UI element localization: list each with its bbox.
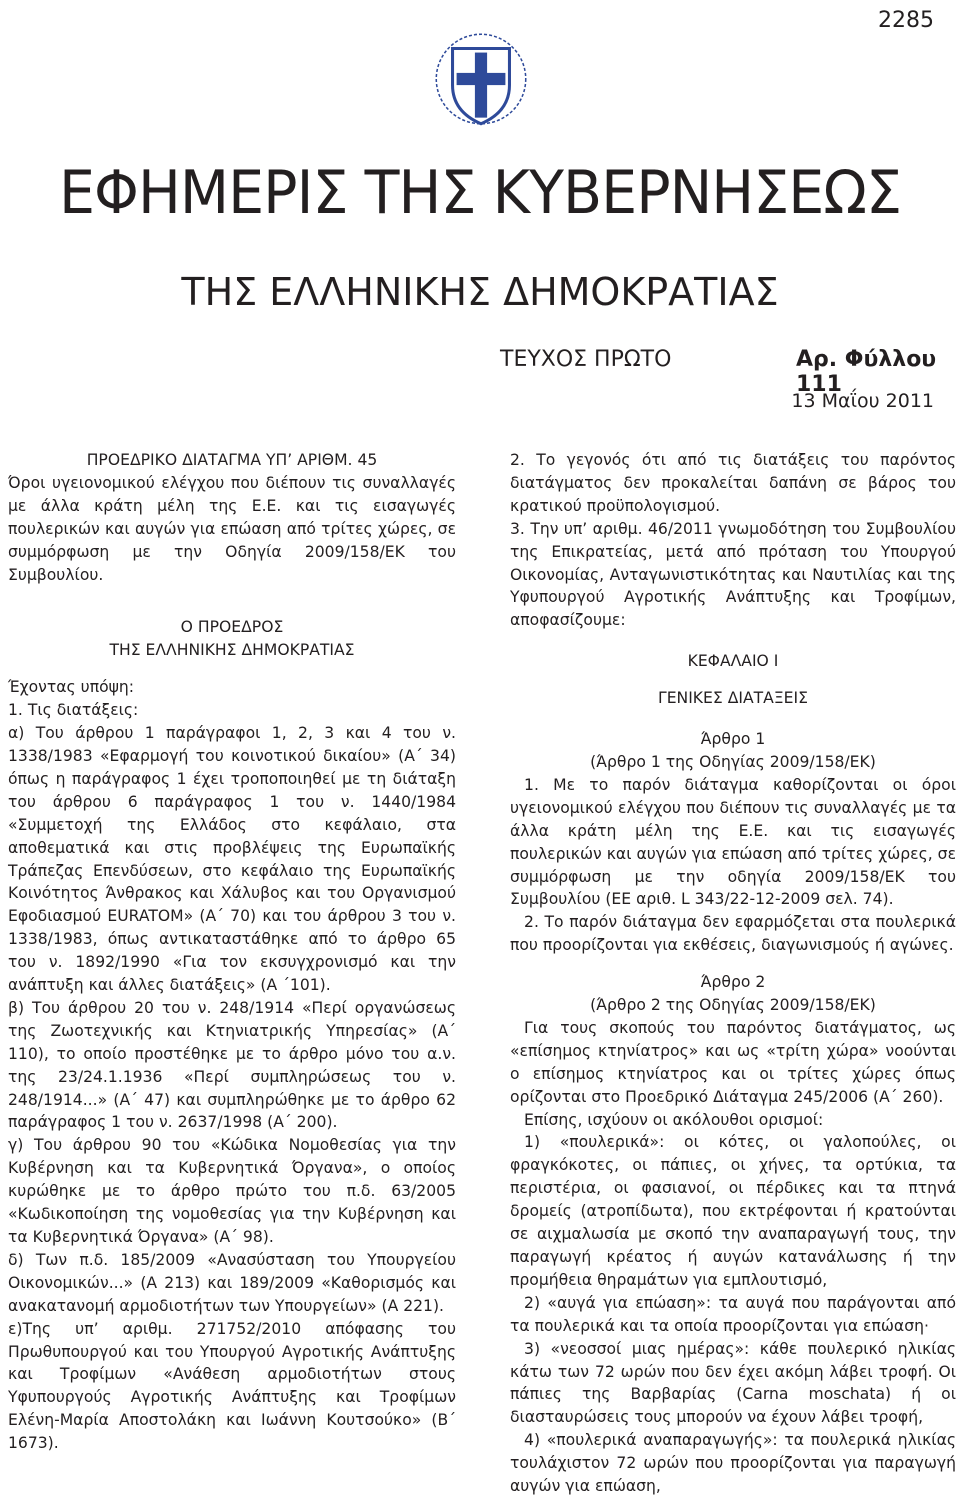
right-column-paragraph: 1. Με το παρόν διάταγμα καθορίζονται οι όροι υγειονομικού ελέγχου που διέπουν τις συναλλαγές με τα άλλα κράτη μέλη της Ε.Ε. και τις εισαγωγές πουλερικών και αυγών για επώαση από τρίτες χώρες, σε συμμόρφωση με την οδηγία 2009/158/ΕΚ του Συμβουλίου (ΕΕ αριθ. L 343/22-12-2009 σελ. 74). bbox=[510, 775, 956, 909]
right-column-paragraph: 2. Το παρόν διάταγμα δεν εφαρμόζεται στα πουλερικά που προορίζονται για εκθέσεις, διαγωνισμούς ή αγώνες. bbox=[510, 913, 956, 955]
left-column-paragraph: γ) Του άρθρου 90 του «Κώδικα Νομοθεσίας για την Κυβέρνηση και τα Κυβερνητικά Όργανα», ο οποίος κυρώθηκε με το άρθρο πρώτο του π.δ. 63/2005 «Κωδικοποίηση της νομοθεσίας για την Κυβέρνηση και τα Κυβερνητικά Όργανα» (Α΄ 98). bbox=[8, 1136, 456, 1246]
issue-date: 13 Μαΐου 2011 bbox=[791, 390, 934, 412]
right-column-paragraph: Άρθρο 2 bbox=[700, 973, 766, 992]
right-column-paragraph: ΚΕΦΑΛΑΙΟ Ι bbox=[687, 652, 779, 671]
right-column-paragraph: 4) «πουλερικά αναπαραγωγής»: τα πουλερικά ηλικίας τουλάχιστον 72 ωρών που προορίζονται για παραγωγή αυγών για επώαση, bbox=[510, 1431, 956, 1496]
right-column-paragraph: Επίσης, ισχύουν οι ακόλουθοι ορισμοί: bbox=[524, 1110, 824, 1129]
sheet-number: Αρ. Φύλλου 111 bbox=[796, 347, 937, 397]
right-column-paragraph: 2. Το γεγονός ότι από τις διατάξεις του παρόντος διατάγματος δεν προκαλείται δαπάνη σε βάρος του κρατικού προϋπολογισμού. bbox=[510, 451, 956, 515]
left-column-paragraph: Ο ΠΡΟΕΔΡΟΣ bbox=[180, 618, 284, 637]
right-column-paragraph: (Άρθρο 2 της Οδηγίας 2009/158/ΕΚ) bbox=[590, 996, 876, 1015]
left-column-paragraph: ΠΡΟΕΔΡΙΚΟ ΔΙΑΤΑΓΜΑ ΥΠ’ ΑΡΙΘΜ. 45 bbox=[86, 451, 378, 469]
left-column-paragraph: α) Του άρθρου 1 παράγραφοι 1, 2, 3 και 4 του ν. 1338/1983 «Εφαρμογή του κοινοτικού δικαίου» (Α΄ 34) όπως η παράγραφος 1 έχει τροποποιηθεί με τη διάταξη του άρθρου 6 παράγραφος 1 του ν. 1440/1984 «Συμμετοχή της Ελλάδος στο κεφάλαιο, στα αποθεματικά και στις προβλέψεις της Ευρωπαϊκής Τράπεζας Επενδύσεων, στο κεφάλαιο της Ευρωπαϊκής Κοινότητος Άνθρακος και Χάλυβος και του Οργανισμού Εφοδιασμού EURATOM» (Α΄ 70) και του άρθρου 3 του ν. 1338/1983, όπως αντικαταστάθηκε από το άρθρο 65 του ν. 1892/1990 «Για τον εκσυγχρονισμό και την ανάπτυξη και άλλες διατάξεις» (Α ΄101). bbox=[8, 724, 456, 995]
greek-coat-of-arms-icon bbox=[430, 18, 532, 140]
issue-series: ΤΕΥΧΟΣ ΠΡΩΤΟ bbox=[500, 347, 672, 372]
left-column-paragraph: δ) Των π.δ. 185/2009 «Ανασύσταση του Υπουργείου Οικονομικών...» (Α 213) και 189/2009 «Καθορισμός και ανακατανομή αρμοδιοτήτων των Υπουργείων» (Α 221). bbox=[8, 1250, 456, 1315]
left-column-paragraph: Όροι υγειονομικού ελέγχου που διέπουν τις συναλλαγές με άλλα κράτη μέλη της Ε.Ε. και τις εισαγωγές πουλερικών και αυγών για επώαση από τρίτες χώρες, σε συμμόρφωση με την Οδηγία 2009/158/ΕΚ του Συμβουλίου. bbox=[8, 473, 456, 584]
gazette-title: ΕΦΗΜΕΡΙΣ ΤΗΣ ΚΥΒΕΡΝΗΣΕΩΣ bbox=[58, 158, 902, 228]
left-column-paragraph: Έχοντας υπόψη: bbox=[8, 678, 135, 697]
gazette-subtitle: ΤΗΣ ΕΛΛΗΝΙΚΗΣ ΔΗΜΟΚΡΑΤΙΑΣ bbox=[181, 270, 779, 314]
right-column-paragraph: 2) «αυγά για επώαση»: τα αυγά που παράγονται από τα πουλερικά και τα οποία προορίζονται για επώαση· bbox=[510, 1293, 956, 1335]
left-column-paragraph: ε)Της υπ’ αριθμ. 271752/2010 απόφασης του Πρωθυπουργού και του Υπουργού Αγροτικής Ανάπτυξης και Τροφίμων «Ανάθεση αρμοδιοτήτων στους Υφυπουργούς Αγροτικής Ανάπτυξης και Τροφίμων Ελένη-Μαρία Αποστολάκη και Ιωάννη Κουτσούκο» (Β΄ 1673). bbox=[8, 1319, 456, 1453]
right-column-paragraph: Για τους σκοπούς του παρόντος διατάγματος, ως «επίσημος κτηνίατρος» και ως «τρίτη χώρα» νοούνται ο επίσημος κτηνίατρος και οι τρίτες χώρες όπως ορίζονται στο Προεδρικό Διάταγμα 245/2006 (Α΄ 260). bbox=[510, 1018, 956, 1106]
page-number: 2285 bbox=[878, 8, 934, 33]
right-column-paragraph: Άρθρο 1 bbox=[700, 730, 766, 749]
left-column-paragraph: ΤΗΣ ΕΛΛΗΝΙΚΗΣ ΔΗΜΟΚΡΑΤΙΑΣ bbox=[109, 641, 355, 660]
right-column-paragraph: 3. Την υπ’ αριθμ. 46/2011 γνωμοδότηση του Συμβουλίου της Επικρατείας, μετά από πρόταση του Υπουργού Οικονομίας, Ανταγωνιστικότητας και Ναυτιλίας και της Υφυπουργού Αγροτικής Ανάπτυξης και Τροφίμων, αποφασίζουμε: bbox=[510, 519, 956, 630]
right-column-paragraph: (Άρθρο 1 της Οδηγίας 2009/158/ΕΚ) bbox=[590, 752, 876, 771]
left-column-paragraph: β) Του άρθρου 20 του ν. 248/1914 «Περί οργανώσεως της Ζωοτεχνικής και Κτηνιατρικής Υπηρεσίας» (Α΄ 110), το οποίο προστέθηκε με το άρθρο μόνο του α.ν. της 23/24.1.1936 «Περί συμπληρώσεως του ν. 248/1914...» (Α΄ 47) και συμπληρώθηκε με το άρθρο 62 παράγραφος 1 του ν. 2637/1998 (Α΄ 200). bbox=[8, 998, 456, 1132]
right-column bbox=[510, 449, 956, 1498]
left-column-paragraph: 1. Τις διατάξεις: bbox=[8, 701, 139, 720]
right-column-paragraph: 1) «πουλερικά»: οι κότες, οι γαλοπούλες, οι φραγκόκοτες, οι πάπιες, οι χήνες, τα ορτύκια, τα περιστέρια, οι φασιανοί, οι πέρδικες και τα πτηνά δρομείς (ατροπίδωτα), που εκτρέφονται ή κρατούνται σε αιχμαλωσία με σκοπό την αναπαραγωγή τους, την παραγωγή κρέατος ή αυγών κατανάλωσης ή την προμήθεια θηραμάτων για εμπλουτισμό, bbox=[510, 1133, 956, 1289]
right-column-paragraph: 3) «νεοσσοί μιας ημέρας»: κάθε πουλερικό ηλικίας κάτω των 72 ωρών που δεν έχει ακόμη λάβει τροφή. Οι πάπιες της Βαρβαρίας (Carna moschata) ή οι διασταυρώσεις τους μπορούν να έχουν λάβει τροφή, bbox=[510, 1339, 956, 1427]
right-column-paragraph: ΓΕΝΙΚΕΣ ΔΙΑΤΑΞΕΙΣ bbox=[658, 689, 808, 708]
left-column bbox=[8, 449, 456, 1455]
